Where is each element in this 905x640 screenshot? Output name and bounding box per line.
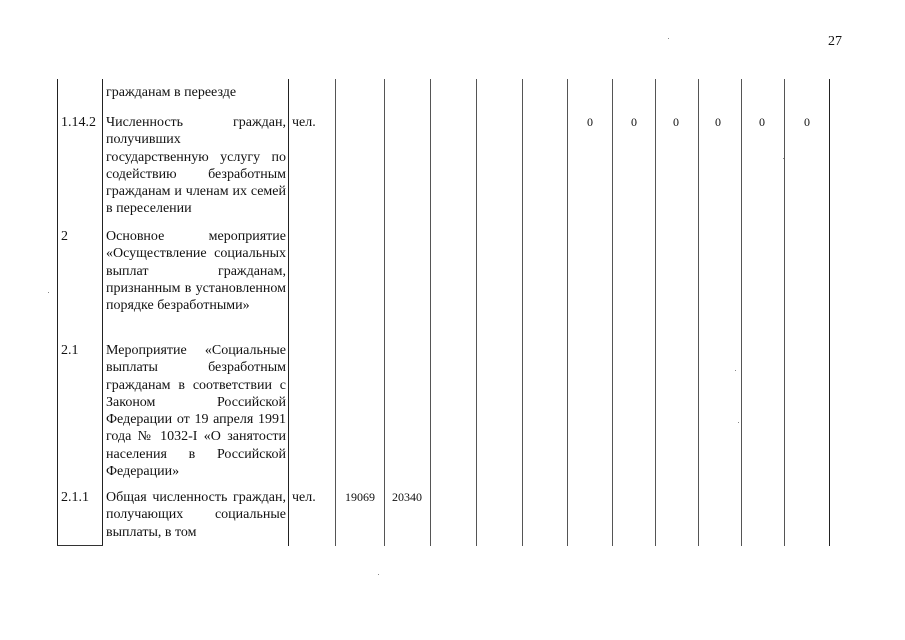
value-cell: 0 bbox=[673, 115, 679, 129]
row-name-continued: гражданам в переезде bbox=[106, 85, 237, 100]
value-cell: 19069 bbox=[345, 490, 375, 504]
column-divider bbox=[476, 79, 477, 546]
scan-speck bbox=[783, 158, 784, 159]
value-cell: 0 bbox=[804, 115, 810, 129]
row-number-1-14-2: 1.14.2 bbox=[61, 115, 96, 130]
column-divider bbox=[655, 79, 656, 546]
scan-speck bbox=[378, 574, 379, 575]
column-divider bbox=[741, 79, 742, 546]
row-name-1-14-2: Численность граждан, получивших государственную услугу по содействию безработным гражданам и членам их семей в переселении bbox=[106, 115, 286, 217]
row-divider bbox=[57, 545, 103, 546]
row-number-2-1-1: 2.1.1 bbox=[61, 490, 89, 505]
value-cell: 0 bbox=[715, 115, 721, 129]
column-divider bbox=[288, 79, 289, 546]
scan-speck bbox=[735, 370, 736, 371]
column-divider bbox=[430, 79, 431, 546]
row-name-2: Основное мероприятие «Осуществление социальных выплат гражданам, признанным в установленном порядке безработными» bbox=[106, 229, 286, 314]
row-unit-1-14-2: чел. bbox=[292, 115, 316, 130]
scan-speck bbox=[48, 292, 49, 293]
scan-speck bbox=[738, 422, 739, 423]
value-cell: 20340 bbox=[392, 490, 422, 504]
column-divider bbox=[335, 79, 336, 546]
column-divider bbox=[784, 79, 785, 546]
row-name-2-1: Мероприятие «Социальные выплаты безработным гражданам в соответствии с Законом Российской Федерации от 19 апреля 1991 года № 1032-I «О занятости населения в Российской Федерации» bbox=[106, 343, 286, 480]
column-divider bbox=[102, 79, 103, 546]
column-divider bbox=[612, 79, 613, 546]
value-cell: 0 bbox=[587, 115, 593, 129]
page-number: 27 bbox=[828, 34, 842, 49]
row-name-2-1-1: Общая численность граждан, получающих социальные выплаты, в том bbox=[106, 490, 286, 540]
row-number-2: 2 bbox=[61, 229, 68, 244]
row-unit-2-1-1: чел. bbox=[292, 490, 316, 505]
table-border-left bbox=[57, 79, 58, 546]
value-cell: 0 bbox=[759, 115, 765, 129]
row-number-2-1: 2.1 bbox=[61, 343, 79, 358]
value-cell: 0 bbox=[631, 115, 637, 129]
column-divider bbox=[698, 79, 699, 546]
scan-speck bbox=[668, 38, 669, 39]
column-divider bbox=[522, 79, 523, 546]
column-divider bbox=[567, 79, 568, 546]
table-border-right bbox=[829, 79, 830, 546]
column-divider bbox=[384, 79, 385, 546]
